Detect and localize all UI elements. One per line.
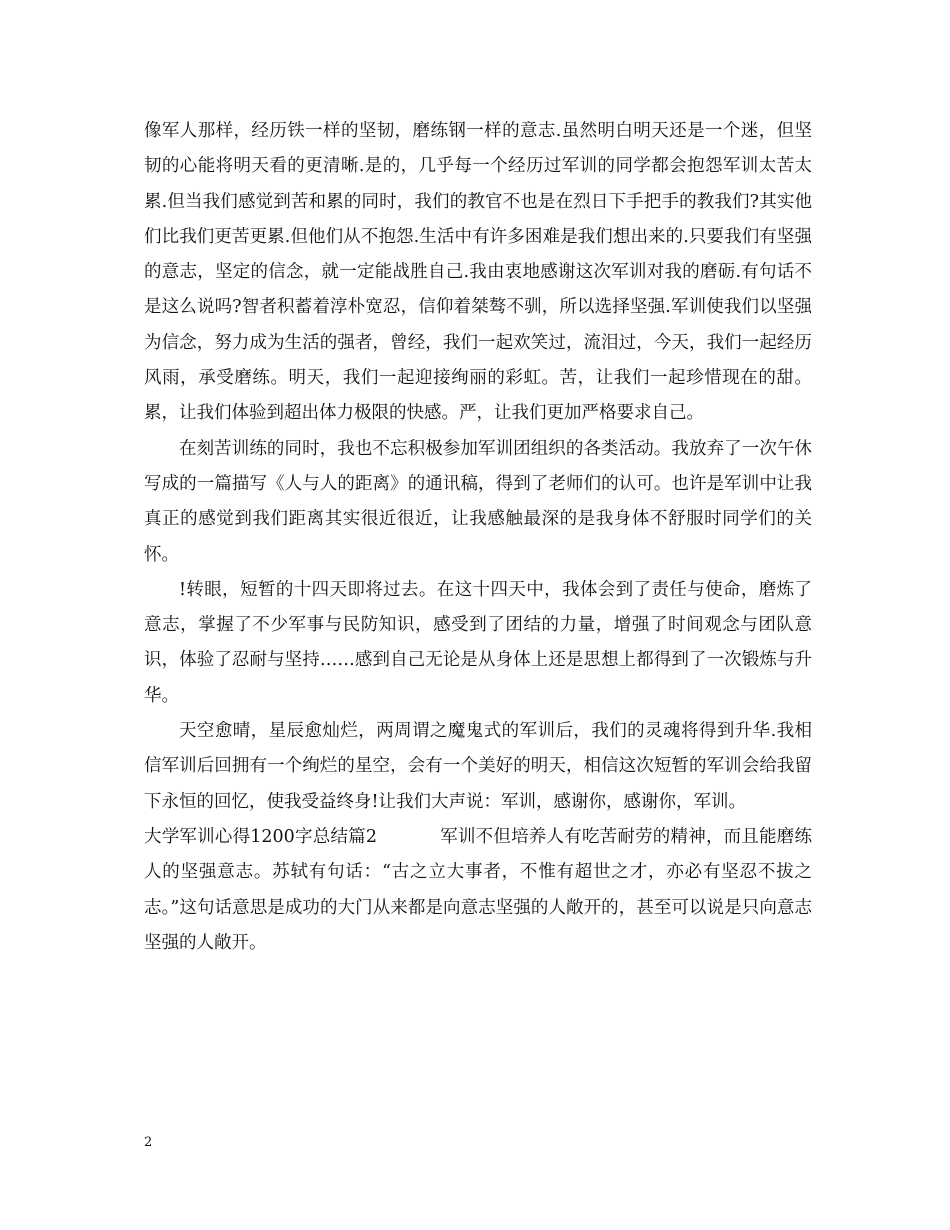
section-body: 军训不但培养人有吃苦耐劳的精神，而且能磨练人的坚强意志。苏轼有句话：“古之立大事者，不惟有超世之才，亦必有坚忍不拔之志。”这句话意思是成功的大门从来都是向意志坚强的人敞开的，甚至可以说是只向意志坚强的人敞开。	[144, 826, 813, 953]
section-heading: 大学军训心得1200字总结篇2	[144, 826, 378, 847]
paragraph-4: 天空愈晴，星辰愈灿烂，两周谓之魔鬼式的军训后，我们的灵魂将得到升华.我相信军训后回拥有一个绚烂的星空，会有一个美好的明天，相信这次短暂的军训会给我留下永恒的回忆，使我受益终身!让我们大声说：军训，感谢你，感谢你，军训。	[144, 721, 812, 812]
paragraph-2: 在刻苦训练的同时，我也不忘积极参加军训团组织的各类活动。我放弃了一次午休写成的一篇描写《人与人的距离》的通讯稿，得到了老师们的认可。也许是军训中让我真正的感觉到我们距离其实很近很近，让我感触最深的是我身体不舒服时同学们的关怀。	[144, 438, 812, 565]
page-number: 2	[144, 1135, 153, 1150]
paragraph-3: !转眼，短暂的十四天即将过去。在这十四天中，我体会到了责任与使命，磨炼了意志，掌握了不少军事与民防知识，感受到了团结的力量，增强了时间观念与团队意识，体验了忍耐与坚持……感到自己无论是从身体上还是思想上都得到了一次锻炼与升华。	[144, 579, 812, 706]
paragraph-1: 像军人那样，经历铁一样的坚韧，磨练钢一样的意志.虽然明白明天还是一个迷，但坚韧的心能将明天看的更清晰.是的，几乎每一个经历过军训的同学都会抱怨军训太苦太累.但当我们感觉到苦和累的同时，我们的教官不也是在烈日下手把手的教我们?其实他们比我们更苦更累.但他们从不抱怨.生活中有许多困难是我们想出来的.只要我们有坚强的意志，坚定的信念，就一定能战胜自己.我由衷地感谢这次军训对我的磨砺.有句话不是这么说吗?智者积蓄着淳朴宽忍，信仰着桀骜不驯，所以选择坚强.军训使我们以坚强为信念，努力成为生活的强者，曾经，我们一起欢笑过，流泪过，今天，我们一起经历风雨，承受磨练。明天，我们一起迎接绚丽的彩虹。苦，让我们一起珍惜现在的甜。累，让我们体验到超出体力极限的快感。严，让我们更加严格要求自己。	[144, 121, 812, 424]
section-paragraph	[144, 820, 812, 961]
document-body	[144, 114, 812, 961]
